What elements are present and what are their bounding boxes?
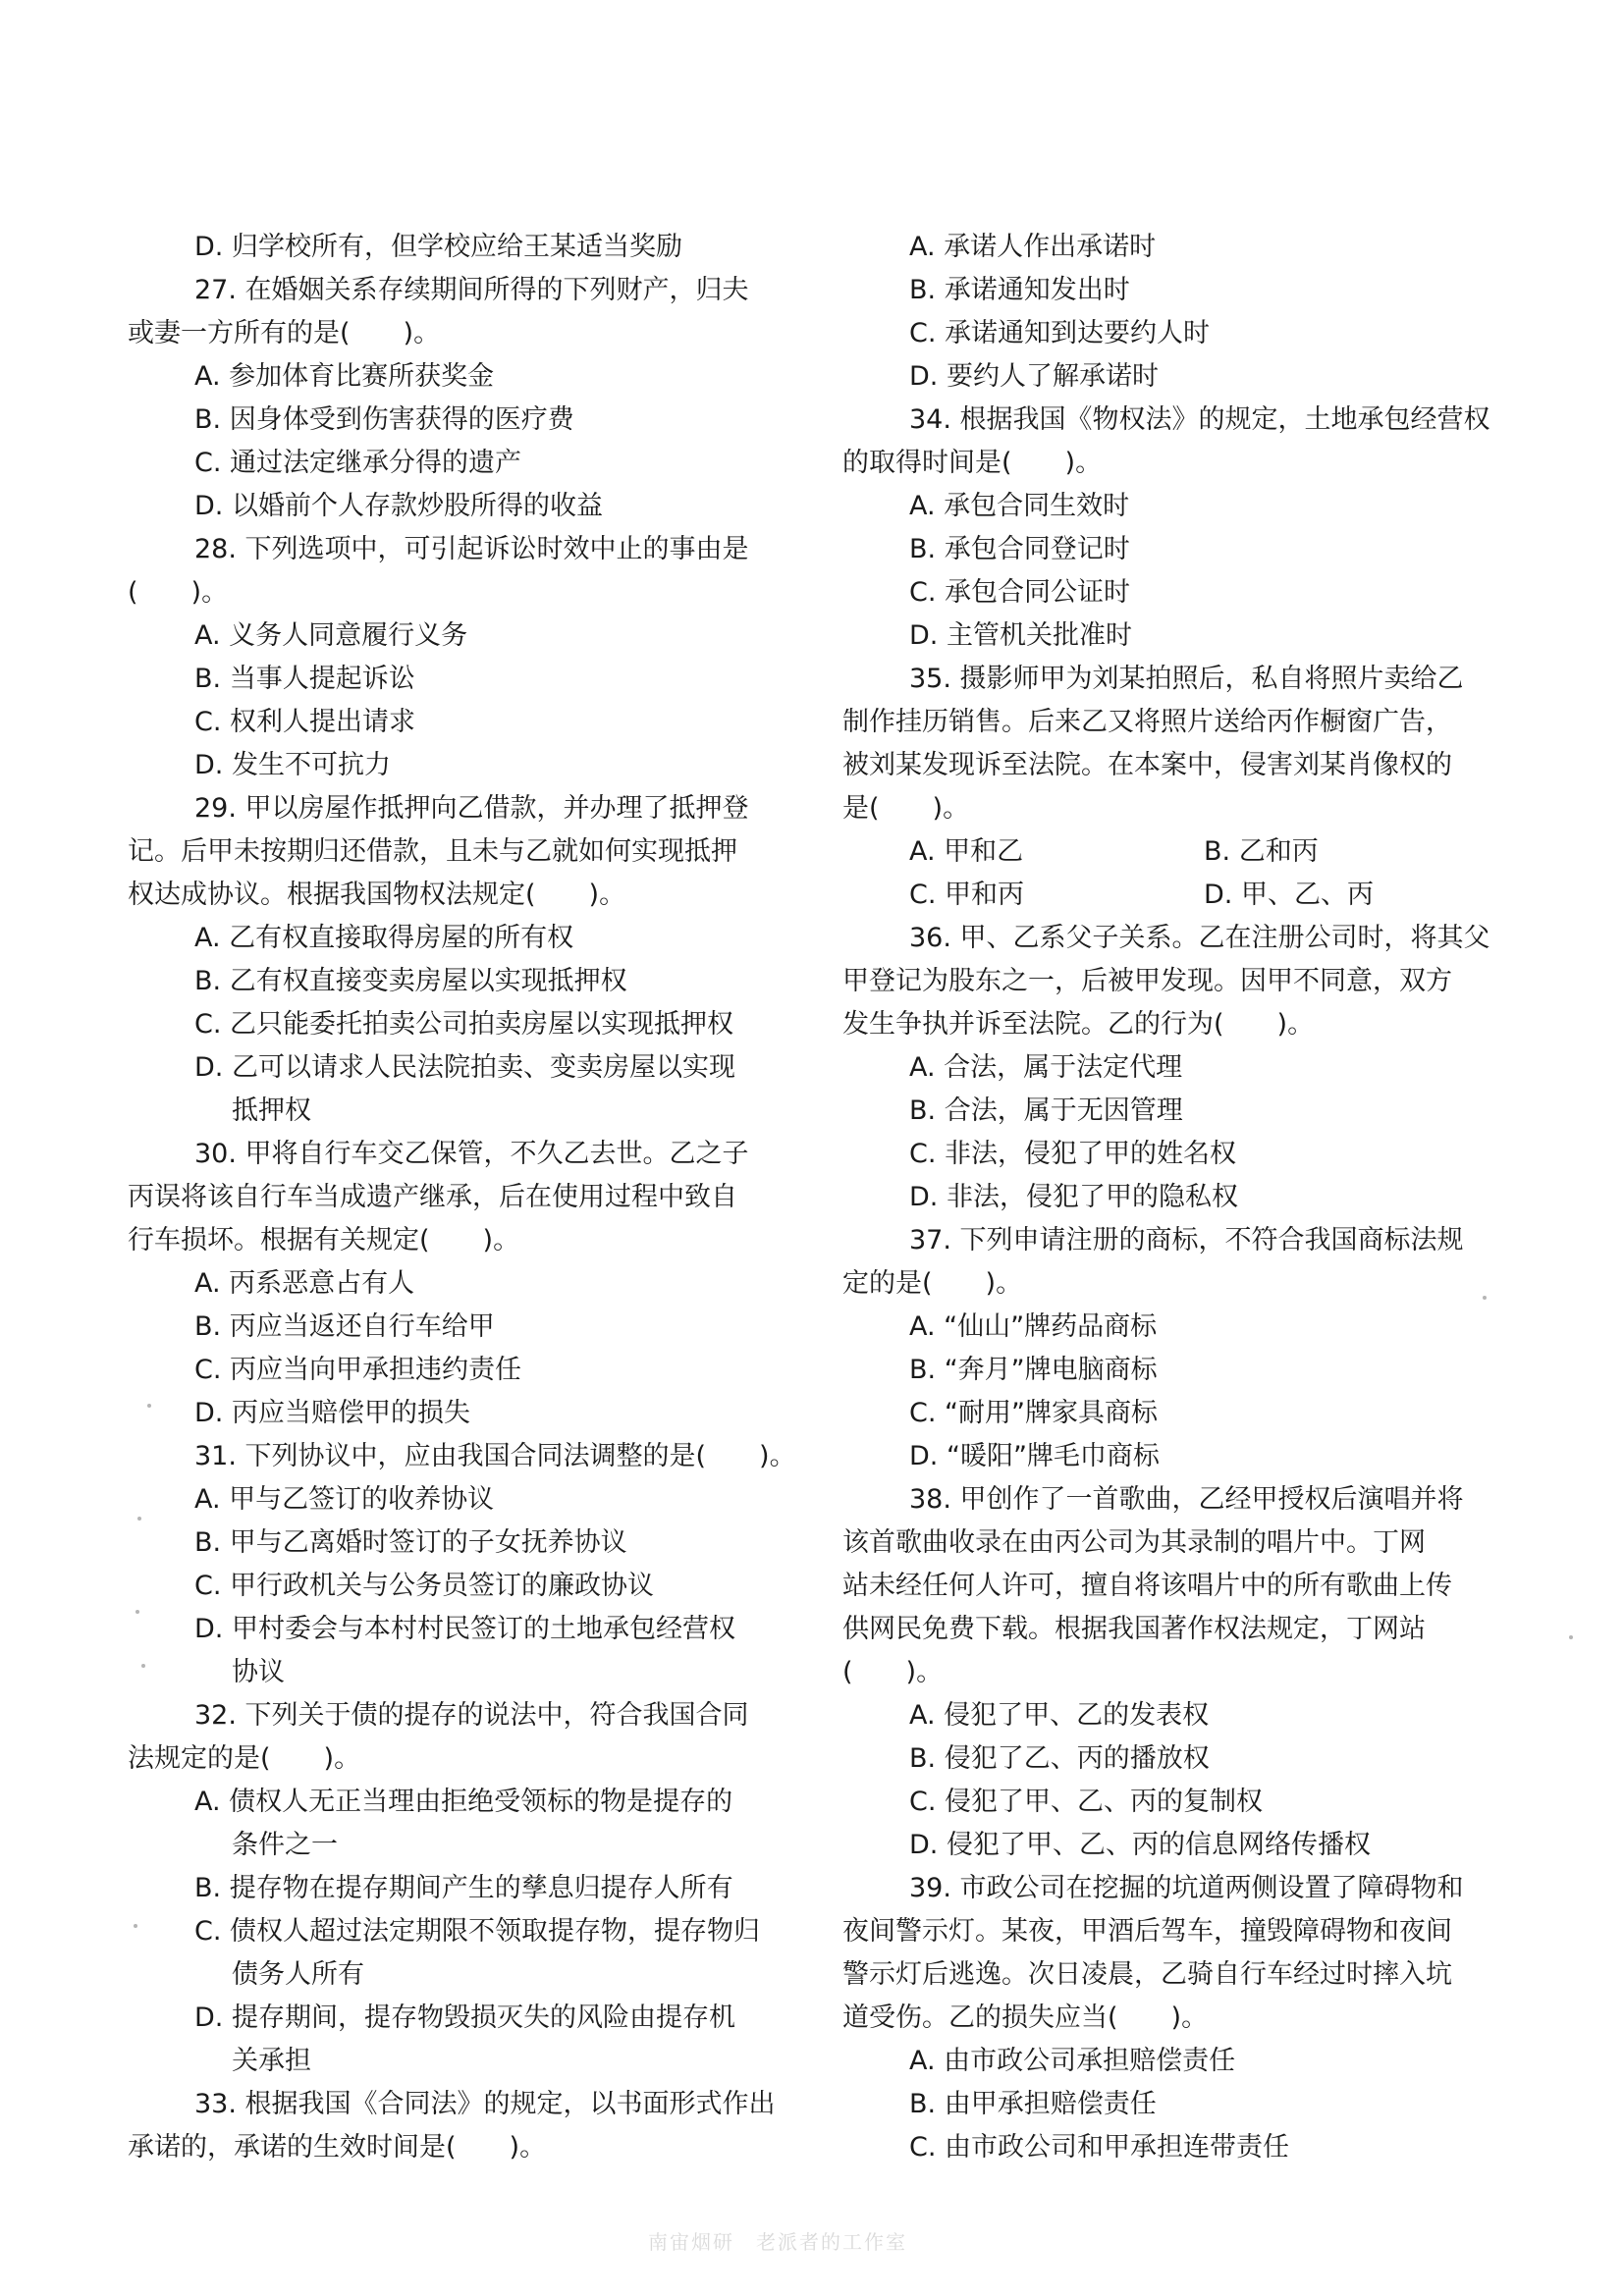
text-line: 38. 甲创作了一首歌曲，乙经甲授权后演唱并将 [909, 1484, 1464, 1515]
text-line: 定的是( )。 [842, 1268, 1023, 1299]
text-line: 警示灯后逃逸。次日凌晨，乙骑自行车经过时摔入坑 [842, 1959, 1452, 1990]
text-line: 发生争执并诉至法院。乙的行为( )。 [842, 1009, 1315, 1040]
text-line: 是( )。 [842, 793, 970, 824]
text-line: A. 甲与乙签订的收养协议 [194, 1484, 495, 1515]
scan-speck [1569, 1635, 1573, 1639]
text-line: A. 乙有权直接取得房屋的所有权 [194, 923, 574, 953]
text-line: ( )。 [128, 577, 229, 608]
text-line: C. 侵犯了甲、乙、丙的复制权 [909, 1787, 1264, 1817]
option-text: C. 甲和丙 [909, 880, 1025, 910]
text-line: D. 发生不可抗力 [194, 750, 391, 780]
scan-speck [137, 1517, 141, 1521]
text-line: 的取得时间是( )。 [842, 448, 1103, 478]
text-line: 34. 根据我国《物权法》的规定，土地承包经营权 [909, 404, 1490, 435]
scan-speck [134, 1924, 137, 1928]
text-line: A. 丙系恶意占有人 [194, 1268, 415, 1299]
text-line: 行车损坏。根据有关规定( )。 [128, 1225, 520, 1255]
scan-speck [1483, 1296, 1487, 1300]
text-line: D. 要约人了解承诺时 [909, 361, 1159, 392]
text-line: 或妻一方所有的是( )。 [128, 318, 441, 348]
text-line: 夜间警示灯。某夜，甲酒后驾车，撞毁障碍物和夜间 [842, 1916, 1452, 1947]
text-line: D. 丙应当赔偿甲的损失 [194, 1398, 470, 1428]
text-line: A. 义务人同意履行义务 [194, 620, 468, 651]
text-line: 27. 在婚姻关系存续期间所得的下列财产，归夫 [194, 275, 749, 305]
text-line: 承诺的，承诺的生效时间是( )。 [128, 2132, 547, 2163]
text-line: D. 乙可以请求人民法院拍卖、变卖房屋以实现 [194, 1052, 735, 1083]
text-line: 站未经任何人许可，擅自将该唱片中的所有歌曲上传 [842, 1571, 1452, 1601]
text-line: C. 乙只能委托拍卖公司拍卖房屋以实现抵押权 [194, 1009, 734, 1040]
text-line: 丙误将该自行车当成遗产继承，后在使用过程中致自 [128, 1182, 737, 1212]
text-line: B. 侵犯了乙、丙的播放权 [909, 1743, 1210, 1774]
text-line: B. 承包合同登记时 [909, 534, 1130, 564]
text-line: C. 权利人提出请求 [194, 707, 416, 737]
text-line: 该首歌曲收录在由丙公司为其录制的唱片中。丁网 [842, 1527, 1426, 1558]
text-line: C. 通过法定继承分得的遗产 [194, 448, 522, 478]
text-line: A. 合法，属于法定代理 [909, 1052, 1183, 1083]
text-line: B. 因身体受到伤害获得的医疗费 [194, 404, 574, 435]
text-line: A. 侵犯了甲、乙的发表权 [909, 1700, 1210, 1731]
text-line: D. 提存期间，提存物毁损灭失的风险由提存机 [194, 2002, 735, 2033]
text-line: C. 承包合同公证时 [909, 577, 1131, 608]
text-line: 关承担 [232, 2046, 311, 2076]
text-line: A. 承包合同生效时 [909, 491, 1130, 521]
text-line: 32. 下列关于债的提存的说法中，符合我国合同 [194, 1700, 749, 1731]
text-line: 法规定的是( )。 [128, 1743, 361, 1774]
text-line: 29. 甲以房屋作抵押向乙借款，并办理了抵押登 [194, 793, 749, 824]
text-line: 债务人所有 [232, 1959, 364, 1990]
text-line: 协议 [232, 1657, 285, 1687]
text-line: 供网民免费下载。根据我国著作权法规定，丁网站 [842, 1614, 1426, 1644]
text-line: 37. 下列申请注册的商标，不符合我国商标法规 [909, 1225, 1464, 1255]
left-column [128, 226, 796, 2169]
text-line: D. 甲村委会与本村村民签订的土地承包经营权 [194, 1614, 735, 1644]
text-line: 记。后甲未按期归还借款，且未与乙就如何实现抵押 [128, 836, 737, 867]
text-line: 权达成协议。根据我国物权法规定( )。 [128, 880, 626, 910]
text-line: B. 提存物在提存期间产生的孳息归提存人所有 [194, 1873, 733, 1903]
option-row [842, 830, 1498, 874]
text-line: 33. 根据我国《合同法》的规定，以书面形式作出 [194, 2089, 776, 2119]
text-line: A. 参加体育比赛所获奖金 [194, 361, 495, 392]
text-line: C. 承诺通知到达要约人时 [909, 318, 1211, 348]
text-line: 28. 下列选项中，可引起诉讼时效中止的事由是 [194, 534, 749, 564]
scan-speck [135, 1610, 139, 1614]
option-text: A. 甲和乙 [909, 836, 1024, 867]
text-line: D. “暖阳”牌毛巾商标 [909, 1441, 1160, 1471]
text-line: B. 合法，属于无因管理 [909, 1095, 1183, 1126]
text-line: A. 由市政公司承担赔偿责任 [909, 2046, 1236, 2076]
text-line: C. 丙应当向甲承担违约责任 [194, 1355, 522, 1385]
right-column-part-1 [842, 226, 1498, 830]
text-line: 道受伤。乙的损失应当( )。 [842, 2002, 1209, 2033]
text-line: D. 侵犯了甲、乙、丙的信息网络传播权 [909, 1830, 1371, 1860]
text-line: 39. 市政公司在挖掘的坑道两侧设置了障碍物和 [909, 1873, 1464, 1903]
text-line: C. 债权人超过法定期限不领取提存物，提存物归 [194, 1916, 761, 1947]
right-column-part-2 [842, 917, 1498, 2169]
option-text: D. 甲、乙、丙 [1204, 880, 1374, 910]
text-line: A. 债权人无正当理由拒绝受领标的物是提存的 [194, 1787, 733, 1817]
text-line: C. “耐用”牌家具商标 [909, 1398, 1158, 1428]
text-line: 甲登记为股东之一，后被甲发现。因甲不同意，双方 [842, 966, 1452, 996]
text-line: 36. 甲、乙系父子关系。乙在注册公司时，将其父 [909, 923, 1490, 953]
text-line: B. “奔月”牌电脑商标 [909, 1355, 1158, 1385]
text-line: B. 承诺通知发出时 [909, 275, 1130, 305]
right-column [842, 226, 1498, 2169]
q35-options [842, 830, 1498, 917]
text-line: B. 丙应当返还自行车给甲 [194, 1311, 495, 1342]
text-line: D. 归学校所有，但学校应给王某适当奖励 [194, 232, 682, 262]
scan-speck [147, 1404, 151, 1408]
text-line: C. 甲行政机关与公务员签订的廉政协议 [194, 1571, 655, 1601]
text-line: 抵押权 [232, 1095, 311, 1126]
text-line: D. 非法，侵犯了甲的隐私权 [909, 1182, 1238, 1212]
text-line: 31. 下列协议中，应由我国合同法调整的是( )。 [194, 1441, 796, 1471]
text-line: ( )。 [842, 1657, 944, 1687]
text-line: 30. 甲将自行车交乙保管，不久乙去世。乙之子 [194, 1139, 749, 1169]
text-line: C. 由市政公司和甲承担连带责任 [909, 2132, 1290, 2163]
text-line: A. “仙山”牌药品商标 [909, 1311, 1158, 1342]
text-line: D. 主管机关批准时 [909, 620, 1132, 651]
text-line: D. 以婚前个人存款炒股所得的收益 [194, 491, 603, 521]
text-line: 制作挂历销售。后来乙又将照片送给丙作橱窗广告， [842, 707, 1452, 737]
text-line: B. 乙有权直接变卖房屋以实现抵押权 [194, 966, 627, 996]
option-text: B. 乙和丙 [1204, 836, 1319, 867]
text-line: B. 甲与乙离婚时签订的子女抚养协议 [194, 1527, 627, 1558]
text-line: C. 非法，侵犯了甲的姓名权 [909, 1139, 1237, 1169]
text-line: 被刘某发现诉至法院。在本案中，侵害刘某肖像权的 [842, 750, 1452, 780]
footer-watermark: 南宙烟研 老派者的工作室 [648, 2230, 907, 2254]
text-line: A. 承诺人作出承诺时 [909, 232, 1157, 262]
option-row [842, 874, 1498, 917]
text-line: 35. 摄影师甲为刘某拍照后，私自将照片卖给乙 [909, 664, 1464, 694]
text-line: B. 由甲承担赔偿责任 [909, 2089, 1157, 2119]
text-line: B. 当事人提起诉讼 [194, 664, 415, 694]
scan-speck [141, 1664, 145, 1668]
text-line: 条件之一 [232, 1830, 338, 1860]
